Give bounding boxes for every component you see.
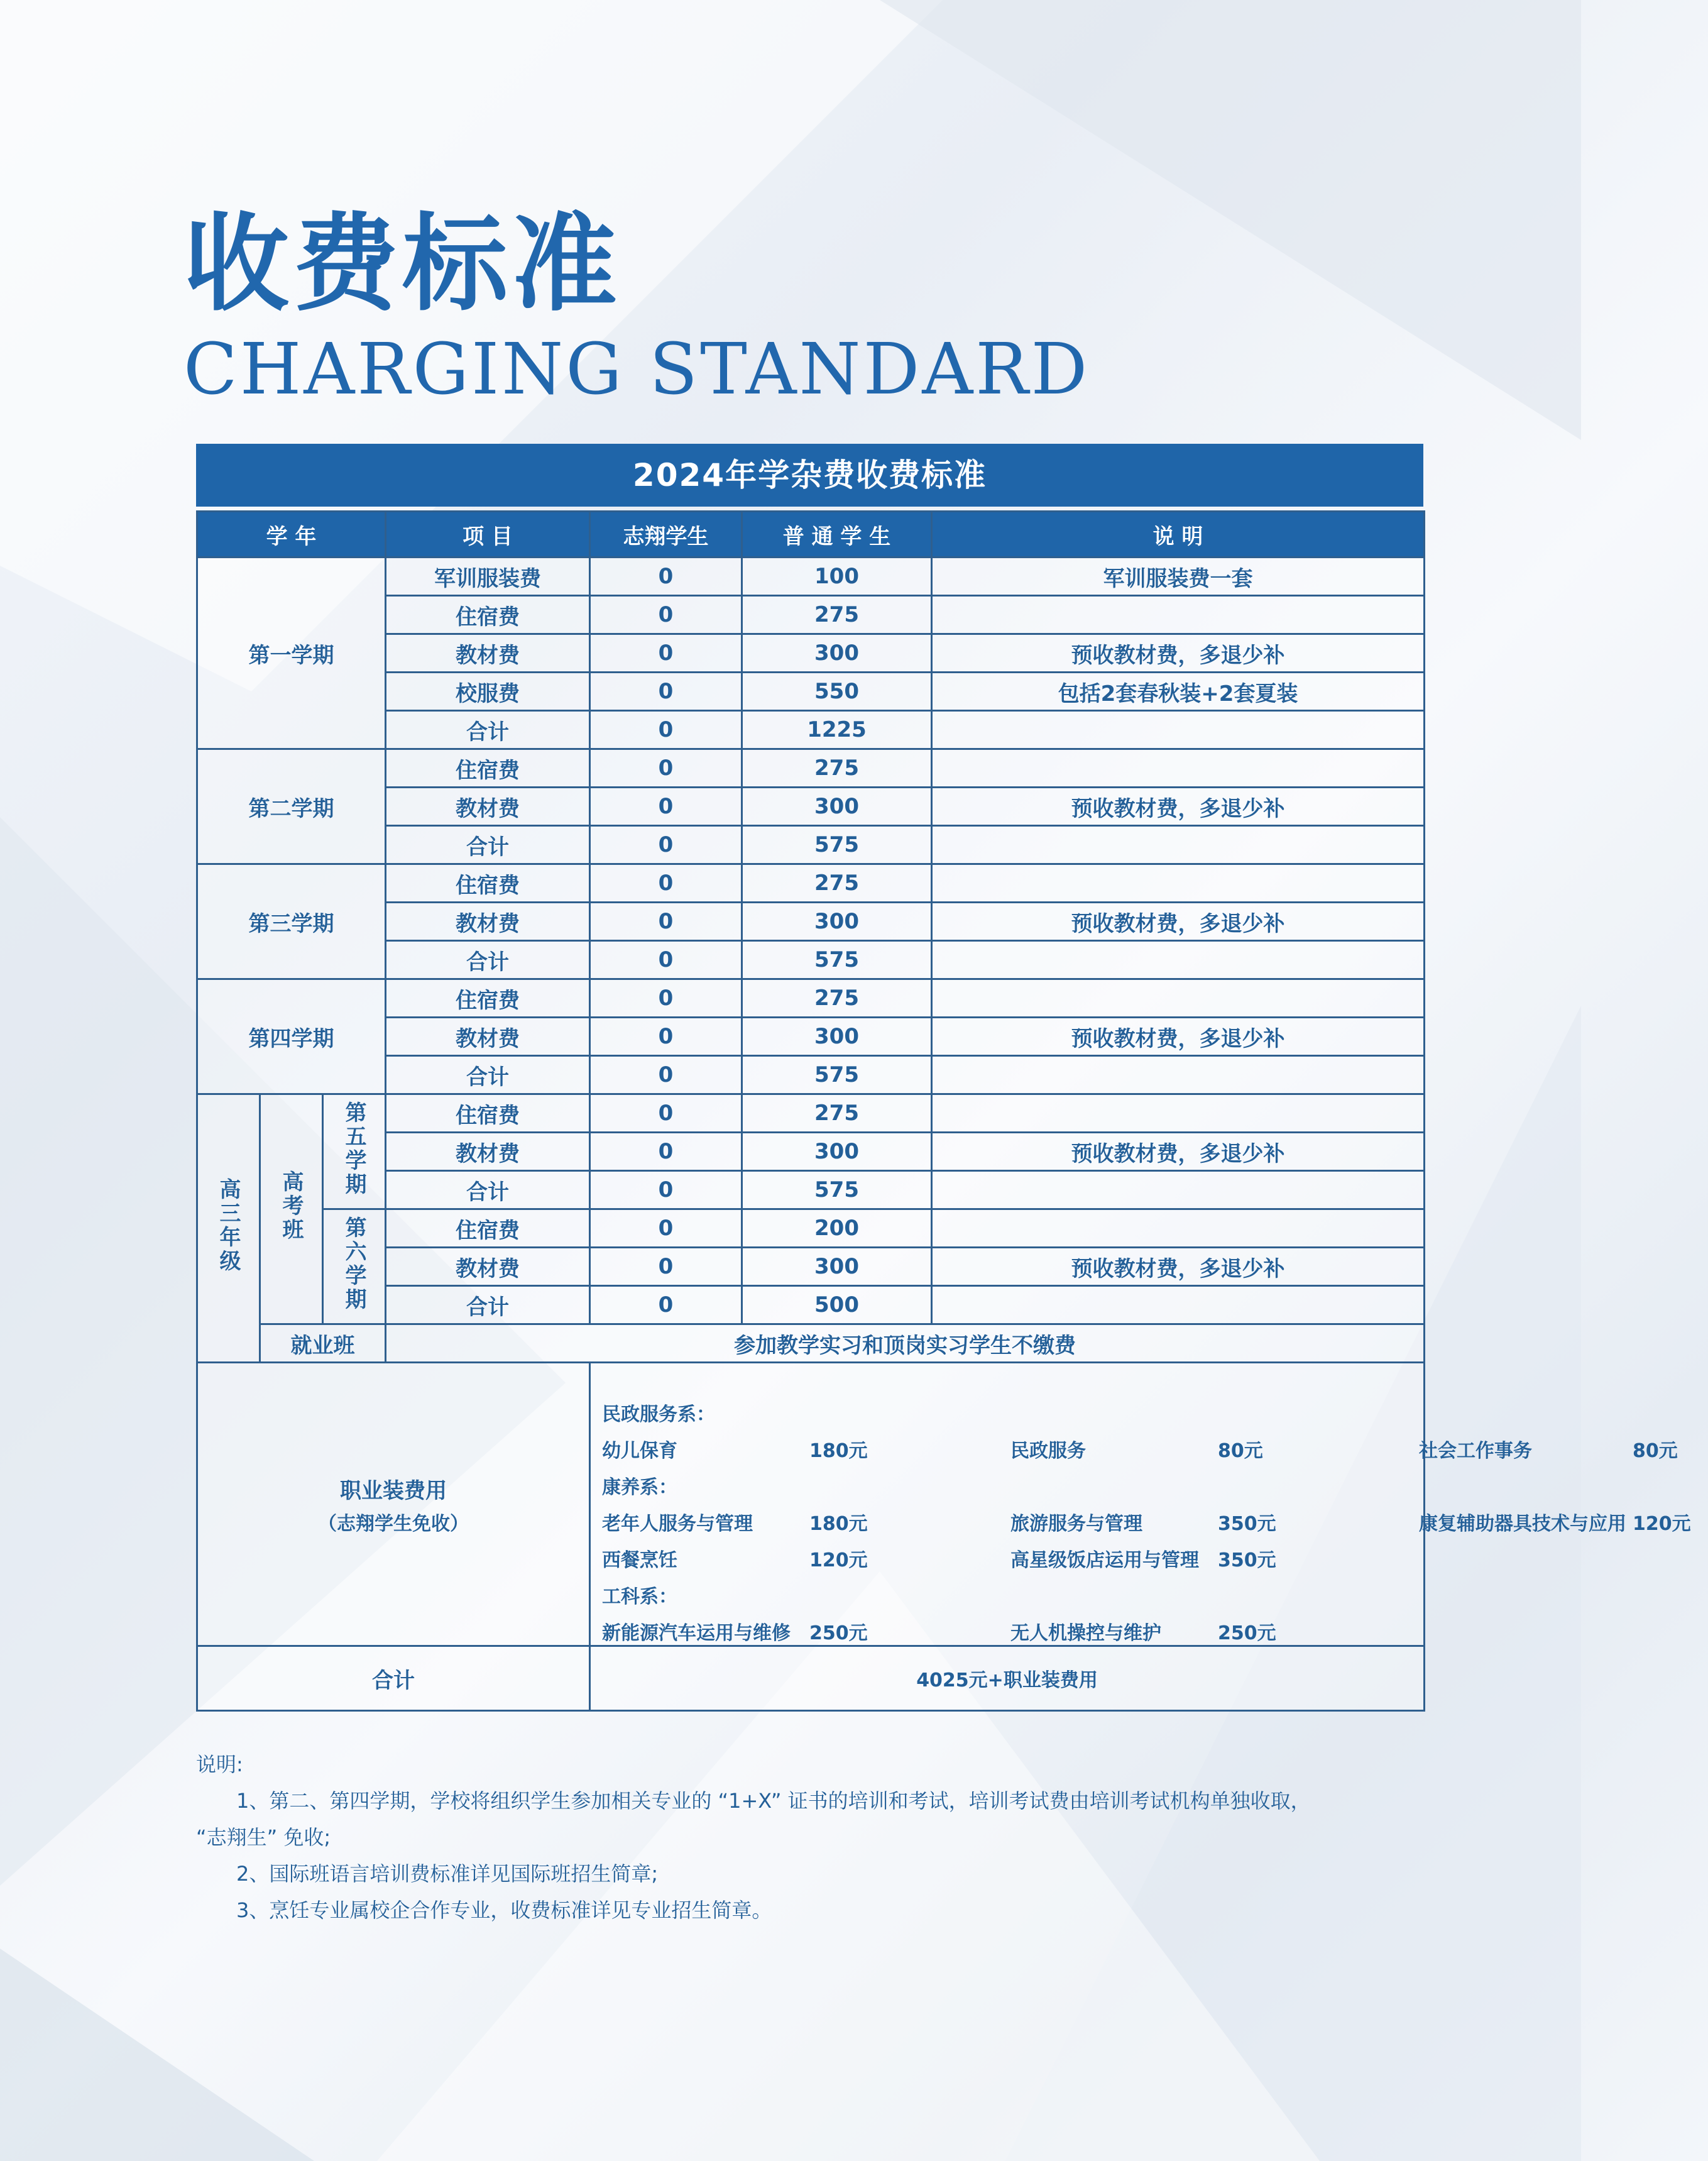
fee-table: [196, 510, 1691, 1712]
semester-label-text: 第五学期: [341, 1101, 366, 1197]
regular-cell: 575: [742, 941, 932, 979]
semester-label: 第三学期: [197, 864, 386, 979]
regular-cell: 300: [742, 1133, 932, 1171]
uniform-label-text: 职业装费用: [340, 1478, 447, 1504]
major-fee: 350元: [1218, 1549, 1276, 1571]
footnote-3: 3、烹饪专业属校企合作专业，收费标准详见专业招生简章。: [236, 1898, 772, 1922]
zhixiang-cell: 0: [590, 711, 742, 749]
major-fee: 180元: [809, 1513, 868, 1535]
major-fee: 120元: [809, 1549, 868, 1571]
dept-label: 民政服务系：: [602, 1404, 716, 1426]
regular-cell: 200: [742, 1209, 932, 1248]
major-name: 无人机操控与维护: [1010, 1622, 1162, 1644]
item-cell: 教材费: [386, 788, 590, 826]
total-value: 4025元+职业装费用: [590, 1646, 1425, 1711]
exam-class-label: [260, 1094, 323, 1324]
regular-cell: 275: [742, 596, 932, 634]
item-cell: 校服费: [386, 673, 590, 711]
regular-cell: 300: [742, 1018, 932, 1056]
table-row: [197, 558, 1425, 596]
exam-class-label-text: 高考班: [278, 1170, 304, 1242]
zhixiang-cell: 0: [590, 788, 742, 826]
item-cell: 合计: [386, 941, 590, 979]
note-cell: [932, 596, 1425, 634]
note-cell: [932, 864, 1425, 903]
note-cell: 军训服装费一套: [932, 558, 1425, 596]
dept-label: 工科系：: [602, 1586, 678, 1608]
major-name: 老年人服务与管理: [602, 1513, 753, 1535]
major-fee: 350元: [1218, 1513, 1276, 1535]
regular-cell: 550: [742, 673, 932, 711]
zhixiang-cell: 0: [590, 1133, 742, 1171]
regular-cell: 500: [742, 1286, 932, 1324]
semester-label: 第二学期: [197, 749, 386, 864]
page-title-cn: 收费标准: [183, 202, 621, 326]
semester-label-text: 第六学期: [341, 1216, 366, 1312]
item-cell: 合计: [386, 1056, 590, 1094]
semester-label: [323, 1094, 386, 1209]
note-cell: 包括2套春秋装+2套夏装: [932, 673, 1425, 711]
uniform-detail: [590, 1363, 1691, 1646]
regular-cell: 300: [742, 903, 932, 941]
semester-label: 第一学期: [197, 558, 386, 749]
major-name: 旅游服务与管理: [1010, 1513, 1143, 1535]
regular-cell: 575: [742, 1171, 932, 1209]
semester-label: [323, 1209, 386, 1324]
uniform-sublabel: （志翔学生免收）: [318, 1512, 469, 1535]
note-cell: [932, 979, 1425, 1018]
regular-cell: 1225: [742, 711, 932, 749]
major-name: 新能源汽车运用与维修: [602, 1622, 791, 1644]
total-label: 合计: [197, 1646, 590, 1711]
regular-cell: 300: [742, 634, 932, 673]
table-row: [197, 749, 1425, 788]
footnote-heading: 说明:: [196, 1752, 243, 1776]
zhixiang-cell: 0: [590, 1018, 742, 1056]
item-cell: 教材费: [386, 634, 590, 673]
item-cell: 住宿费: [386, 979, 590, 1018]
footnote-1b: “志翔生” 免收;: [196, 1825, 331, 1849]
major-fee: 120元: [1633, 1513, 1691, 1535]
table-row-total: [197, 1646, 1425, 1711]
col-header-zhixiang: 志翔学生: [590, 512, 742, 558]
zhixiang-cell: 0: [590, 1094, 742, 1133]
zhixiang-cell: 0: [590, 673, 742, 711]
grade3-label-text: 高三年级: [216, 1177, 241, 1273]
item-cell: 住宿费: [386, 1094, 590, 1133]
col-header-item: 项 目: [386, 512, 590, 558]
uniform-fee-grid: [602, 1399, 1691, 1645]
note-cell: [932, 1056, 1425, 1094]
note-cell: 预收教材费，多退少补: [932, 1133, 1425, 1171]
major-fee: 250元: [809, 1622, 868, 1644]
zhixiang-cell: 0: [590, 941, 742, 979]
note-cell: [932, 1286, 1425, 1324]
fee-table-section: [196, 444, 1691, 1712]
regular-cell: 275: [742, 1094, 932, 1133]
table-row-uniform: [197, 1363, 1425, 1646]
zhixiang-cell: 0: [590, 979, 742, 1018]
zhixiang-cell: 0: [590, 596, 742, 634]
major-fee: 80元: [1218, 1440, 1263, 1462]
note-cell: 预收教材费，多退少补: [932, 634, 1425, 673]
table-header-row: [197, 512, 1425, 558]
major-name: 西餐烹饪: [602, 1549, 678, 1571]
dept-label: 康养系：: [602, 1476, 678, 1498]
note-cell: [932, 941, 1425, 979]
zhixiang-cell: 0: [590, 903, 742, 941]
note-cell: 预收教材费，多退少补: [932, 788, 1425, 826]
col-header-note: 说 明: [932, 512, 1425, 558]
item-cell: 军训服装费: [386, 558, 590, 596]
item-cell: 住宿费: [386, 749, 590, 788]
table-row: [197, 1324, 1425, 1363]
item-cell: 教材费: [386, 1018, 590, 1056]
zhixiang-cell: 0: [590, 749, 742, 788]
table-title: 2024年学杂费收费标准: [196, 444, 1423, 507]
job-class-label: 就业班: [260, 1324, 386, 1363]
regular-cell: 300: [742, 1248, 932, 1286]
regular-cell: 575: [742, 826, 932, 864]
footnotes: [196, 1746, 1428, 1928]
major-fee: 80元: [1633, 1440, 1678, 1462]
regular-cell: 275: [742, 864, 932, 903]
item-cell: 合计: [386, 826, 590, 864]
note-cell: 预收教材费，多退少补: [932, 1018, 1425, 1056]
major-name: 高星级饭店运用与管理: [1010, 1549, 1200, 1571]
table-row: [197, 1209, 1425, 1248]
zhixiang-cell: 0: [590, 864, 742, 903]
note-cell: 预收教材费，多退少补: [932, 1248, 1425, 1286]
major-name: 幼儿保育: [602, 1440, 678, 1462]
zhixiang-cell: 0: [590, 558, 742, 596]
regular-cell: 575: [742, 1056, 932, 1094]
footnote-1a: 1、第二、第四学期，学校将组织学生参加相关专业的 “1+X” 证书的培训和考试，培训考试费由培训考试机构单独收取，: [236, 1789, 1311, 1813]
job-class-note: 参加教学实习和顶岗实习学生不缴费: [386, 1324, 1425, 1363]
major-fee: 250元: [1218, 1622, 1276, 1644]
note-cell: [932, 1171, 1425, 1209]
note-cell: [932, 1209, 1425, 1248]
regular-cell: 275: [742, 749, 932, 788]
zhixiang-cell: 0: [590, 1056, 742, 1094]
grade3-label: [197, 1094, 260, 1363]
item-cell: 教材费: [386, 903, 590, 941]
zhixiang-cell: 0: [590, 1209, 742, 1248]
zhixiang-cell: 0: [590, 634, 742, 673]
note-cell: [932, 1094, 1425, 1133]
item-cell: 住宿费: [386, 596, 590, 634]
regular-cell: 300: [742, 788, 932, 826]
table-row: [197, 864, 1425, 903]
zhixiang-cell: 0: [590, 1171, 742, 1209]
note-cell: [932, 749, 1425, 788]
item-cell: 住宿费: [386, 1209, 590, 1248]
major-name: 社会工作事务: [1419, 1440, 1533, 1462]
note-cell: [932, 711, 1425, 749]
page-title-en: CHARGING STANDARD: [183, 329, 1090, 410]
item-cell: 合计: [386, 711, 590, 749]
col-header-regular: 普 通 学 生: [742, 512, 932, 558]
major-fee: 180元: [809, 1440, 868, 1462]
table-row: [197, 979, 1425, 1018]
zhixiang-cell: 0: [590, 826, 742, 864]
major-name: 民政服务: [1010, 1440, 1087, 1462]
regular-cell: 275: [742, 979, 932, 1018]
item-cell: 教材费: [386, 1133, 590, 1171]
note-cell: 预收教材费，多退少补: [932, 903, 1425, 941]
item-cell: 住宿费: [386, 864, 590, 903]
zhixiang-cell: 0: [590, 1286, 742, 1324]
footnote-2: 2、国际班语言培训费标准详见国际班招生简章;: [236, 1862, 659, 1886]
uniform-label: [197, 1363, 590, 1646]
note-cell: [932, 826, 1425, 864]
major-name: 康复辅助器具技术与应用: [1419, 1513, 1627, 1535]
zhixiang-cell: 0: [590, 1248, 742, 1286]
regular-cell: 100: [742, 558, 932, 596]
item-cell: 教材费: [386, 1248, 590, 1286]
item-cell: 合计: [386, 1171, 590, 1209]
item-cell: 合计: [386, 1286, 590, 1324]
table-row: [197, 1094, 1425, 1133]
semester-label: 第四学期: [197, 979, 386, 1094]
col-header-year: 学 年: [197, 512, 386, 558]
